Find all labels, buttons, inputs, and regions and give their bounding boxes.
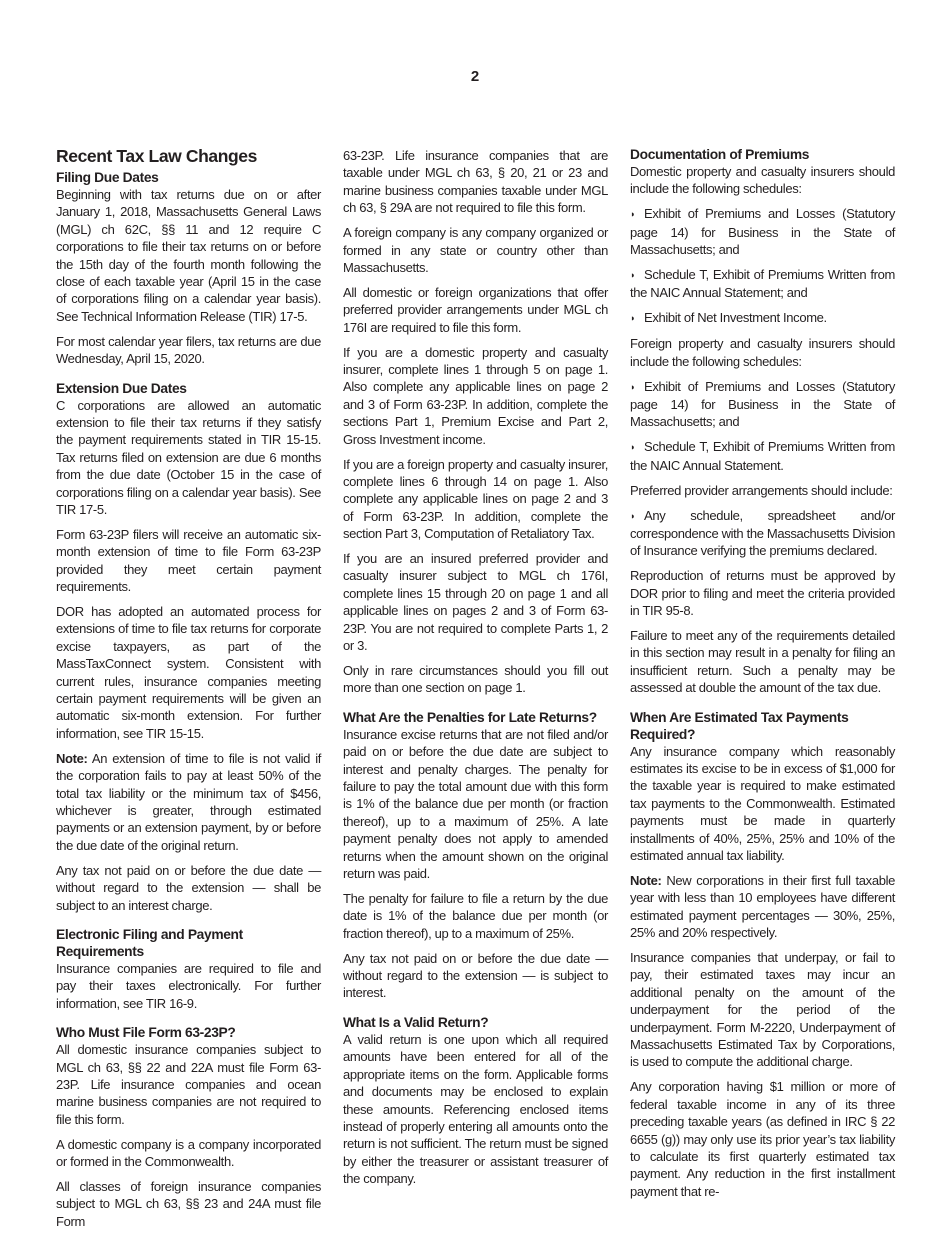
- documentation-paragraph-4: Reproduction of returns must be approved by DOR prior to filing and meet the criteria provided in TIR 95-8.: [630, 568, 895, 619]
- column-middle: [343, 147, 608, 1195]
- bullet-text: Exhibit of Premiums and Losses (Statutory page 14) for Business in the State of Massachusetts; and: [630, 206, 895, 258]
- extension-note: [56, 750, 321, 854]
- bullet-item: [630, 378, 895, 431]
- filing-requirements-paragraph-2: A foreign company is any company organized or formed in any state or country other than Massachusetts.: [343, 225, 608, 275]
- bullet-icon: ◗: [630, 270, 636, 281]
- estimated-tax-note: [630, 872, 895, 942]
- note-text: An extension of time to file is not valid if the corporation fails to pay at least 50% of the total tax liability or the minimum tax of $456, whichever is greater, through estimated payments or an extension payment, by or before the due date of the original return.: [56, 750, 321, 853]
- bullet-icon: ◗: [630, 313, 636, 324]
- documentation-paragraph-2: Foreign property and casualty insurers should include the following schedules:: [630, 336, 895, 369]
- bullet-item: [630, 266, 895, 302]
- electronic-filing-paragraph: Insurance companies are required to file and pay their taxes electronically. For further information, see TIR 16-9.: [56, 960, 321, 1011]
- penalties-paragraph-1: Insurance excise returns that are not filed and/or paid on or before the due date are subject to interest and penalty charges. The penalty for failure to pay the total amount due with this form is 1% of the balance due per month (or fraction thereof), up to a maximum of 25%. A late payment penalty does not apply to amended returns when the amount shown on the original return was paid.: [343, 726, 608, 882]
- note-label: Note:: [630, 872, 662, 888]
- filing-requirements-paragraph-3: All domestic or foreign organizations that offer preferred provider arrangements under MGL ch 176I are required to file this form.: [343, 284, 608, 335]
- note-label: Note:: [56, 750, 88, 766]
- valid-return-paragraph: A valid return is one upon which all required amounts have been entered for all of the appropriate items on the form. Applicable forms and documents may be enclosed to explain these amounts. Referencing enclosed items instead of properly entering all amounts onto the return is not sufficient. The return must be signed by either the treasurer or assistant treasurer of the company.: [343, 1031, 608, 1187]
- bullet-icon: ◗: [630, 442, 636, 453]
- extension-paragraph-3: DOR has adopted an automated process for extensions of time to file tax returns for corporate excise taxpayers, as part of the MassTaxConnect system. Consistent with current rules, insurance companies meeting certain payment requirements will be given an automatic six-month extension. For further information, see TIR 15-15.: [56, 604, 321, 741]
- estimated-tax-paragraph-1: Any insurance company which reasonably estimates its excise to be in excess of $1,000 for the taxable year is required to make estimated tax payments to the Commonwealth. Estimated payments must be made in quarterly installments of 40%, 25%, 25% and 10% of the estimated annual tax liability.: [630, 743, 895, 863]
- penalties-paragraph-3: Any tax not paid on or before the due date — without regard to the extension — is subject to interest.: [343, 950, 608, 1001]
- estimated-tax-paragraph-3: Any corporation having $1 million or more of federal taxable income in any of its three preceding taxable years (as defined in IRC § 22 6655 (g)) may only use its prior year’s tax liability to calculate its first quarterly estimated tax payment. Any reduction in the first installment payment that re-: [630, 1079, 895, 1199]
- bullet-icon: ◗: [630, 209, 636, 220]
- filing-due-dates-heading: Filing Due Dates: [56, 170, 159, 185]
- bullet-icon: ◗: [630, 510, 636, 521]
- bullet-icon: ◗: [630, 381, 636, 392]
- filing-paragraph-1: Beginning with tax returns due on or after January 1, 2018, Massachusetts General Laws (MGL) ch 62C, §§ 11 and 12 require C corporations to file their tax returns on or before the 15th day of the fourth month following the close of each taxable year (April 15 in the case of corporations filing on a calendar year basis). See Technical Information Release (TIR) 17-5.: [56, 187, 321, 324]
- who-must-file-heading: Who Must File Form 63-23P?: [56, 1025, 236, 1041]
- bullet-text: Schedule T, Exhibit of Premiums Written from the NAIC Annual Statement.: [630, 439, 895, 473]
- bullet-item: [630, 438, 895, 474]
- estimated-tax-heading: When Are Estimated Tax Payments Required?: [630, 709, 849, 742]
- extension-paragraph-4: Any tax not paid on or before the due date — without regard to the extension — shall be subject to an interest charge.: [56, 862, 321, 913]
- documentation-paragraph-3: Preferred provider arrangements should include:: [630, 482, 893, 498]
- extension-paragraph-2: Form 63-23P filers will receive an automatic six-month extension of time to file Form 63-23P provided they meet certain payment requirements.: [56, 526, 321, 595]
- filing-requirements-paragraph-6: If you are an insured preferred provider and casualty insurer subject to MGL ch 176I, complete lines 15 through 20 on page 1 and all applicable lines on pages 2 and 3 of Form 63-23P. You are not required to complete Parts 1, 2 or 3.: [343, 551, 608, 654]
- extension-paragraph-1: C corporations are allowed an automatic extension to file their tax returns if they satisfy the payment requirements stated in TIR 15-15. Tax returns filed on extension are due 6 months from the due date (October 15 in the case of corporations filing on a calendar year basis). See TIR 17-5.: [56, 397, 321, 517]
- bullet-item: [630, 309, 895, 327]
- filing-requirements-paragraph-7: Only in rare circumstances should you fill out more than one section on page 1.: [343, 662, 608, 696]
- filing-requirements-paragraph-1: 63-23P. Life insurance companies that are taxable under MGL ch 63, § 20, 21 or 23 and marine business companies taxable under MGL ch 63, § 29A are not required to file this form.: [343, 148, 608, 216]
- who-must-file-paragraph-1: All domestic insurance companies subject to MGL ch 63, §§ 22 and 22A must file Form 63-23P. Life insurance companies and ocean marine business companies are not required to file this form.: [56, 1042, 321, 1127]
- page-number: 2: [470, 68, 480, 85]
- filing-requirements-paragraph-5: If you are a foreign property and casualty insurer, complete lines 6 through 14 on page 1. Also complete any applicable lines on page 2 and 3 of Form 63-23P. In addition, complete the section Part 3, Computation of Retaliatory Tax.: [343, 456, 608, 542]
- filing-paragraph-2: For most calendar year filers, tax returns are due Wednesday, April 15, 2020.: [56, 333, 321, 367]
- estimated-tax-paragraph-2: Insurance companies that underpay, or fail to pay, their estimated taxes may incur an additional penalty on the amount of the underpayment for the period of the underpayment. Form M-2220, Underpayment of Massachusetts Estimated Tax by Corporations, is used to compute the additional charge.: [630, 950, 895, 1070]
- who-must-file-paragraph-3: All classes of foreign insurance companies subject to MGL ch 63, §§ 23 and 24A must file Form: [56, 1179, 321, 1229]
- documentation-heading: Documentation of Premiums: [630, 147, 810, 162]
- bullet-text: Exhibit of Net Investment Income.: [644, 310, 827, 326]
- bullet-text: Any schedule, spreadsheet and/or correspondence with the Massachusetts Division of Insurance verifying the premiums declared.: [630, 507, 895, 559]
- electronic-filing-heading: Electronic Filing and Payment Requirements: [56, 926, 243, 959]
- filing-requirements-paragraph-4: If you are a domestic property and casualty insurer, complete lines 1 through 5 on page 1. Also complete any applicable lines on page 2 and 3 of Form 63-23P. In addition, complete the sections Part 1, Premium Excise and Part 2, Gross Investment income.: [343, 344, 608, 447]
- bullet-item: [630, 507, 895, 560]
- page-title: Recent Tax Law Changes: [56, 146, 257, 166]
- documentation-paragraph-1: Domestic property and casualty insurers should include the following schedules:: [630, 164, 895, 197]
- documentation-paragraph-5: Failure to meet any of the requirements detailed in this section may result in a penalty for filing an insufficient return. Such a penalty may be assessed at double the amount of the tax due.: [630, 627, 895, 696]
- bullet-item: [630, 205, 895, 258]
- penalties-heading: What Are the Penalties for Late Returns?: [343, 709, 597, 725]
- bullet-text: Schedule T, Exhibit of Premiums Written from the NAIC Annual Statement; and: [630, 267, 895, 301]
- note-text: New corporations in their first full taxable year with less than 10 employees have different estimated payment percentages — 30%, 25%, 25% and 20% respectively.: [630, 872, 895, 941]
- extension-due-dates-heading: Extension Due Dates: [56, 380, 187, 396]
- valid-return-heading: What Is a Valid Return?: [343, 1014, 489, 1030]
- column-right: [630, 146, 895, 1208]
- bullet-text: Exhibit of Premiums and Losses (Statutory page 14) for Business in the State of Massachusetts; and: [630, 378, 895, 430]
- penalties-paragraph-2: The penalty for failure to file a return by the due date is 1% of the balance due per month (or fraction thereof), up to a maximum of 25%.: [343, 890, 608, 941]
- column-left: [56, 146, 321, 1238]
- who-must-file-paragraph-2: A domestic company is a company incorporated or formed in the Commonwealth.: [56, 1136, 321, 1170]
